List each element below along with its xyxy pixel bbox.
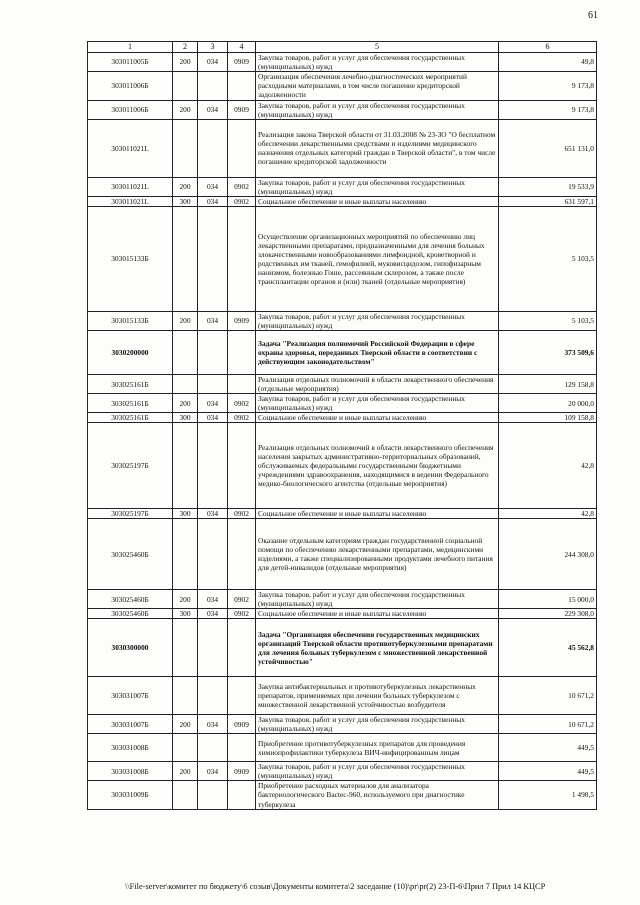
code-cell: 303025460Б — [88, 609, 173, 619]
section-code-cell — [228, 619, 256, 677]
section-code-cell: 0902 — [228, 413, 256, 423]
code-cell: 303031008Б — [88, 762, 173, 781]
code-cell: 303011006Б — [88, 100, 173, 119]
description-cell: Социальное обеспечение и иные выплаты населению — [256, 509, 499, 519]
ministry-code-cell: 034 — [198, 590, 228, 609]
amount-cell: 9 173,8 — [499, 71, 597, 100]
table-row — [88, 52, 597, 71]
description-cell: Закупка товаров, работ и услуг для обеспечения государственных (муниципальных) нужд — [256, 52, 499, 71]
code-cell: 303011021L — [88, 177, 173, 196]
description-cell: Приобретение расходных материалов для анализатора бактериологического Bactec-960, используемого при диагностике туберкулеза — [256, 781, 499, 809]
table-row — [88, 394, 597, 413]
ministry-code-cell — [198, 375, 228, 394]
ministry-code-cell — [198, 677, 228, 715]
table-row — [88, 375, 597, 394]
table-row — [88, 715, 597, 734]
expense-type-cell — [173, 331, 198, 375]
section-code-cell: 0902 — [228, 609, 256, 619]
amount-cell: 15 000,0 — [499, 590, 597, 609]
amount-cell: 109 158,8 — [499, 413, 597, 423]
table-row — [88, 677, 597, 715]
ministry-code-cell — [198, 519, 228, 590]
section-code-cell — [228, 677, 256, 715]
table-header-row — [88, 42, 597, 53]
expense-type-cell — [173, 734, 198, 762]
code-cell: 303011021L — [88, 196, 173, 206]
section-code-cell — [228, 519, 256, 590]
code-cell: 303031007Б — [88, 677, 173, 715]
expense-type-cell — [173, 781, 198, 809]
amount-cell: 229 308,0 — [499, 609, 597, 619]
table-row — [88, 206, 597, 311]
description-cell: Реализация закона Тверской области от 31.03.2008 № 23-ЗО "О бесплатном обеспечении лекарственными средствами и изделиями медицинского назначения отдельных категорий граждан в Тверской области", в том числе погашение кредиторской задолженности — [256, 119, 499, 177]
description-cell: Закупка товаров, работ и услуг для обеспечения государственных (муниципальных) нужд — [256, 177, 499, 196]
ministry-code-cell — [198, 71, 228, 100]
section-code-cell — [228, 781, 256, 809]
table-row — [88, 509, 597, 519]
description-cell: Социальное обеспечение и иные выплаты населению — [256, 196, 499, 206]
code-cell: 303025197Б — [88, 423, 173, 509]
section-code-cell — [228, 119, 256, 177]
expense-type-cell: 200 — [173, 311, 198, 330]
header-col-4: 4 — [228, 42, 256, 53]
expense-type-cell: 300 — [173, 609, 198, 619]
ministry-code-cell — [198, 781, 228, 809]
code-cell: 303011006Б — [88, 71, 173, 100]
amount-cell: 449,5 — [499, 734, 597, 762]
expense-type-cell — [173, 423, 198, 509]
code-cell: 303015133Б — [88, 311, 173, 330]
amount-cell: 631 597,1 — [499, 196, 597, 206]
code-cell: 303031008Б — [88, 734, 173, 762]
amount-cell: 244 308,0 — [499, 519, 597, 590]
table-row — [88, 177, 597, 196]
code-cell: 303031009Б — [88, 781, 173, 809]
description-cell: Закупка товаров, работ и услуг для обеспечения государственных (муниципальных) нужд — [256, 590, 499, 609]
ministry-code-cell — [198, 619, 228, 677]
table-row — [88, 423, 597, 509]
description-cell: Закупка товаров, работ и услуг для обеспечения государственных (муниципальных) нужд — [256, 311, 499, 330]
amount-cell: 1 498,5 — [499, 781, 597, 809]
amount-cell: 9 173,8 — [499, 100, 597, 119]
budget-table — [87, 41, 597, 810]
expense-type-cell: 200 — [173, 590, 198, 609]
expense-type-cell: 300 — [173, 196, 198, 206]
expense-type-cell — [173, 677, 198, 715]
header-col-5: 5 — [256, 42, 499, 53]
ministry-code-cell — [198, 734, 228, 762]
ministry-code-cell: 034 — [198, 715, 228, 734]
ministry-code-cell — [198, 119, 228, 177]
page-number: 61 — [588, 10, 598, 21]
file-path-footer: \\File-server\комитет по бюджету\6 созыв\Документы комитета\2 заседание (10)\pr\pr(2) 23-П-6\Прил 7 Прил 14 КЦСР — [125, 882, 546, 891]
ministry-code-cell: 034 — [198, 762, 228, 781]
code-cell: 303011021L — [88, 119, 173, 177]
table-row — [88, 311, 597, 330]
section-code-cell — [228, 734, 256, 762]
amount-cell: 42,8 — [499, 423, 597, 509]
section-code-cell: 0909 — [228, 715, 256, 734]
expense-type-cell: 200 — [173, 394, 198, 413]
section-code-cell: 0902 — [228, 196, 256, 206]
table-row — [88, 413, 597, 423]
section-code-cell: 0909 — [228, 52, 256, 71]
ministry-code-cell: 034 — [198, 100, 228, 119]
section-code-cell — [228, 375, 256, 394]
amount-cell: 651 131,0 — [499, 119, 597, 177]
description-cell: Социальное обеспечение и иные выплаты населению — [256, 413, 499, 423]
description-cell: Реализация отдельных полномочий в области лекарственного обеспечения населения закрытых административно-территориальных образований, обслуживаемых федеральными государственными бюджетными учреждениями здравоохранения, находящимися в ведении Федерального медико-биологического агентства (отдельные мероприятия) — [256, 423, 499, 509]
ministry-code-cell: 034 — [198, 196, 228, 206]
ministry-code-cell: 034 — [198, 177, 228, 196]
table-row — [88, 519, 597, 590]
expense-type-cell — [173, 71, 198, 100]
amount-cell: 373 509,6 — [499, 331, 597, 375]
code-cell: 303025161Б — [88, 375, 173, 394]
amount-cell: 10 671,2 — [499, 677, 597, 715]
amount-cell: 5 103,5 — [499, 206, 597, 311]
amount-cell: 45 562,8 — [499, 619, 597, 677]
table-row — [88, 71, 597, 100]
ministry-code-cell: 034 — [198, 609, 228, 619]
section-code-cell: 0909 — [228, 100, 256, 119]
ministry-code-cell — [198, 331, 228, 375]
description-cell: Закупка товаров, работ и услуг для обеспечения государственных (муниципальных) нужд — [256, 762, 499, 781]
table-row — [88, 196, 597, 206]
code-cell: 3030200000 — [88, 331, 173, 375]
code-cell: 303015133Б — [88, 206, 173, 311]
header-col-2: 2 — [173, 42, 198, 53]
amount-cell: 19 533,9 — [499, 177, 597, 196]
description-cell: Закупка товаров, работ и услуг для обеспечения государственных (муниципальных) нужд — [256, 394, 499, 413]
section-code-cell: 0902 — [228, 590, 256, 609]
table-row — [88, 619, 597, 677]
description-cell: Организация обеспечения лечебно-диагностических мероприятий расходными материалами, в том числе погашение кредиторской задолженности — [256, 71, 499, 100]
table-row — [88, 590, 597, 609]
table-row — [88, 331, 597, 375]
section-code-cell — [228, 331, 256, 375]
expense-type-cell — [173, 519, 198, 590]
expense-type-cell — [173, 119, 198, 177]
header-col-3: 3 — [198, 42, 228, 53]
ministry-code-cell — [198, 423, 228, 509]
amount-cell: 49,8 — [499, 52, 597, 71]
expense-type-cell: 200 — [173, 100, 198, 119]
table-row — [88, 781, 597, 809]
amount-cell: 5 103,5 — [499, 311, 597, 330]
table-row — [88, 100, 597, 119]
code-cell: 303031007Б — [88, 715, 173, 734]
description-cell: Социальное обеспечение и иные выплаты населению — [256, 609, 499, 619]
expense-type-cell — [173, 375, 198, 394]
table-row — [88, 609, 597, 619]
header-col-6: 6 — [499, 42, 597, 53]
ministry-code-cell: 034 — [198, 413, 228, 423]
ministry-code-cell: 034 — [198, 394, 228, 413]
table-row — [88, 119, 597, 177]
expense-type-cell: 200 — [173, 715, 198, 734]
expense-type-cell: 200 — [173, 52, 198, 71]
section-code-cell: 0902 — [228, 177, 256, 196]
expense-type-cell: 200 — [173, 762, 198, 781]
description-cell: Закупка товаров, работ и услуг для обеспечения государственных (муниципальных) нужд — [256, 715, 499, 734]
code-cell: 303025460Б — [88, 519, 173, 590]
ministry-code-cell — [198, 206, 228, 311]
amount-cell: 20 000,0 — [499, 394, 597, 413]
code-cell: 303025460Б — [88, 590, 173, 609]
header-col-1: 1 — [88, 42, 173, 53]
section-code-cell — [228, 206, 256, 311]
amount-cell: 42,8 — [499, 509, 597, 519]
code-cell: 303025161Б — [88, 394, 173, 413]
description-cell: Реализация отдельных полномочий в области лекарственного обеспечения (отдельные мероприятия) — [256, 375, 499, 394]
code-cell: 303025161Б — [88, 413, 173, 423]
expense-type-cell: 200 — [173, 177, 198, 196]
table-row — [88, 762, 597, 781]
expense-type-cell: 300 — [173, 413, 198, 423]
ministry-code-cell: 034 — [198, 52, 228, 71]
code-cell: 303011005Б — [88, 52, 173, 71]
amount-cell: 10 671,2 — [499, 715, 597, 734]
description-cell: Задача "Организация обеспечения государственных медицинских организаций Тверской области противотуберкулезными препаратами для лечения больных туберкулезом с множественной лекарственной устойчивостью" — [256, 619, 499, 677]
description-cell: Приобретение противотуберкулезных препаратов для проведения химиопрофилактики туберкулеза ВИЧ-инфицированным лицам — [256, 734, 499, 762]
expense-type-cell: 300 — [173, 509, 198, 519]
description-cell: Закупка товаров, работ и услуг для обеспечения государственных (муниципальных) нужд — [256, 100, 499, 119]
description-cell: Оказание отдельным категориям граждан государственной социальной помощи по обеспечению лекарственными препаратами, медицинскими изделиями, а также специализированными продуктами лечебного питания для детей-инвалидов (отдельные мероприятия) — [256, 519, 499, 590]
amount-cell: 449,5 — [499, 762, 597, 781]
description-cell: Закупка антибактериальных и противотуберкулезных лекарственных препаратов, применяемых при лечении больных туберкулезом с множественной лекарственной устойчивостью возбудителя — [256, 677, 499, 715]
expense-type-cell — [173, 206, 198, 311]
expense-type-cell — [173, 619, 198, 677]
ministry-code-cell: 034 — [198, 311, 228, 330]
description-cell: Задача "Реализация полномочий Российской Федерации в сфере охраны здоровья, переданных Тверской области в соответствии с действующим законодательством" — [256, 331, 499, 375]
section-code-cell: 0909 — [228, 311, 256, 330]
section-code-cell — [228, 423, 256, 509]
section-code-cell: 0902 — [228, 509, 256, 519]
ministry-code-cell: 034 — [198, 509, 228, 519]
table-row — [88, 734, 597, 762]
code-cell: 303025197Б — [88, 509, 173, 519]
description-cell: Осуществление организационных мероприятий по обеспечению лиц лекарственными препаратами, предназначенными для лечения больных злокачественными новообразованиями лимфоидной, кроветворной и родственных им тканей, гемофилией, муковисцидозом, гипофизарным нанизмом, болезнью Гоше, рассеянным склерозом, а также после трансплантации органов и (или) тканей (отдельные мероприятия) — [256, 206, 499, 311]
section-code-cell — [228, 71, 256, 100]
amount-cell: 129 158,8 — [499, 375, 597, 394]
code-cell: 3030300000 — [88, 619, 173, 677]
section-code-cell: 0902 — [228, 394, 256, 413]
section-code-cell: 0909 — [228, 762, 256, 781]
